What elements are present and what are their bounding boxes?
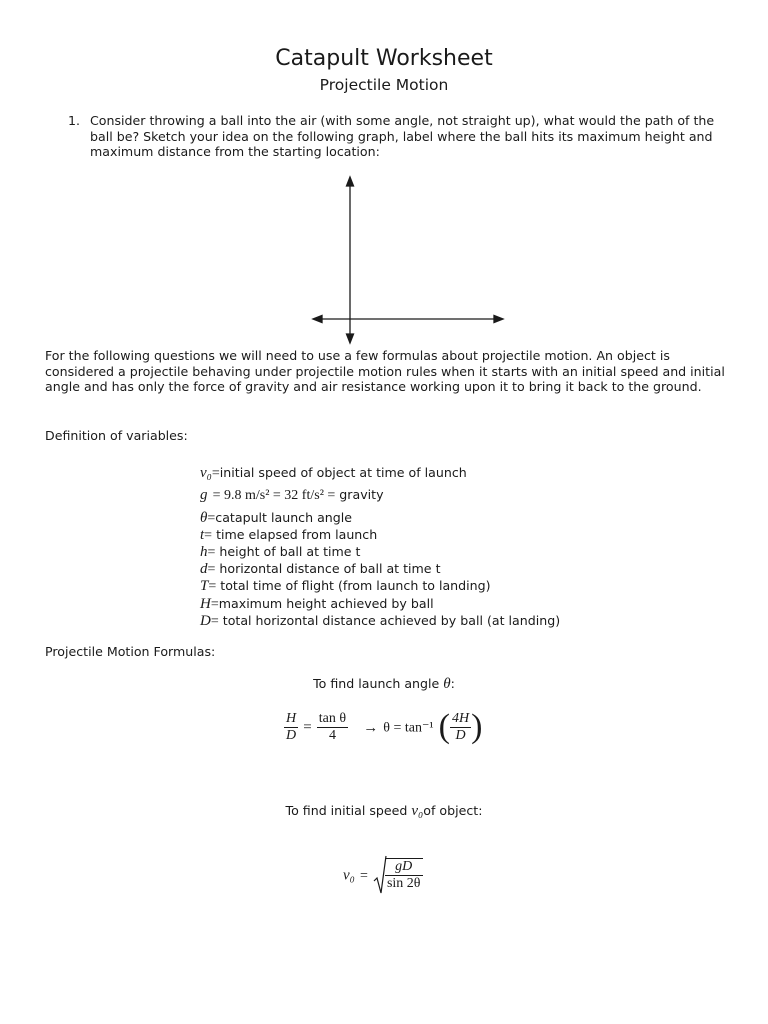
frac-4h-over-d: $\frac{4H}{D}$ xyxy=(452,710,470,743)
find-angle-heading: To find launch angle θ: xyxy=(313,676,455,692)
sketch-axes xyxy=(300,172,520,348)
y-axis-arrow-up xyxy=(347,177,354,186)
x-axis-arrow-right xyxy=(494,316,503,323)
question-number: 1. xyxy=(68,113,81,128)
angle-formula: $\frac{H}{D}$ = $\frac{\text{tan θ}}{4}$ → θ = tan⁻¹ ( $\frac{4H}{D}$ ) xyxy=(286,708,483,745)
speed-formula: v₀ = $\frac{gD}{\sin 2\theta}$ xyxy=(343,855,423,901)
definitions-heading: Definition of variables: xyxy=(45,428,188,443)
x-axis-arrow-left xyxy=(313,316,322,323)
worksheet-title: Catapult Worksheet xyxy=(275,46,493,71)
variable-H: H=maximum height achieved by ball xyxy=(200,596,434,612)
find-speed-heading: To find initial speed v₀of object: xyxy=(285,803,483,819)
variable-v0: v₀=initial speed of object at time of launch xyxy=(200,465,467,481)
intro-paragraph: For the following questions we will need to use a few formulas about projectile motion. An object is considered a projectile behaving under projectile motion rules when it starts with an initial speed and initial angle and has only the force of gravity and air resistance working upon it to bring it back to the ground. xyxy=(45,348,725,394)
variable-T: T= total time of flight (from launch to landing) xyxy=(200,578,491,594)
variable-D: D= total horizontal distance achieved by ball (at landing) xyxy=(200,613,561,629)
formulas-heading: Projectile Motion Formulas: xyxy=(45,644,216,659)
worksheet-subtitle: Projectile Motion xyxy=(319,76,449,94)
variable-d: d= horizontal distance of ball at time t xyxy=(200,561,441,577)
frac-tan-over-4: $\frac{\text{tan θ}}{4}$ xyxy=(318,710,347,743)
y-axis-arrow-down xyxy=(347,334,354,343)
variable-theta: θ=catapult launch angle xyxy=(200,510,353,526)
question-text: Consider throwing a ball into the air (with some angle, not straight up), what would the path of the ball be? Sketch your idea on the following graph, label where the ball hits its maximum height and maximum distance from the starting location: xyxy=(90,113,715,159)
variable-h: h= height of ball at time t xyxy=(200,544,361,560)
variable-g: g = 9.8 m/s² = 32 ft/s² = gravity xyxy=(200,487,384,503)
frac-h-over-d: $\frac{H}{D}$ xyxy=(286,710,297,743)
variable-t: t= time elapsed from launch xyxy=(200,527,378,543)
